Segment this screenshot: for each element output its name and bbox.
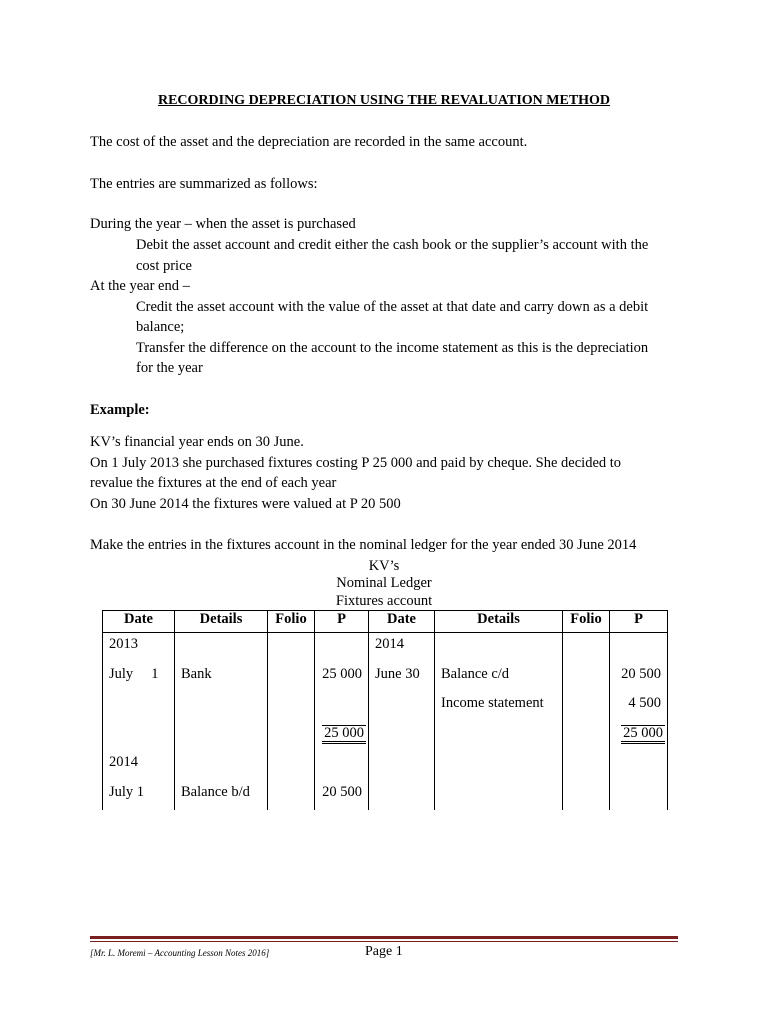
year-end-line: Credit the asset account with the value of the asset at that date and carry down as a debit [136, 299, 649, 315]
cell-date: July 1 [103, 663, 175, 693]
during-year-line: Debit the asset account and credit either the cash book or the supplier’s account with the [136, 237, 649, 253]
cell-folio [268, 751, 315, 781]
header-details-cr: Details [435, 611, 563, 633]
example-line: On 30 June 2014 the fixtures were valued at P 20 500 [90, 496, 401, 512]
table-row [103, 722, 668, 752]
fixtures-ledger-table [102, 610, 668, 810]
cell-details [435, 722, 563, 752]
year-end-line: balance; [136, 319, 185, 335]
cell-amount: 25 000 [315, 663, 369, 693]
table-row [103, 633, 668, 663]
header-date-dr: Date [103, 611, 175, 633]
example-heading: Example: [90, 402, 150, 418]
ledger-owner: KV’s [368, 558, 400, 574]
cell-date [103, 722, 175, 752]
footer-rule-thin [90, 941, 678, 942]
table-row [103, 692, 668, 722]
cell-details: Income statement [435, 692, 563, 722]
cell-amount [315, 751, 369, 781]
cell-amount [610, 751, 668, 781]
page-number: Page 1 [365, 944, 403, 959]
cell-details: Bank [175, 663, 268, 693]
cell-amount [610, 633, 668, 663]
cell-folio [268, 692, 315, 722]
header-amount-cr: P [610, 611, 668, 633]
cell-total-amount [315, 722, 369, 752]
header-folio-dr: Folio [268, 611, 315, 633]
cell-amount [315, 633, 369, 663]
cell-details [175, 633, 268, 663]
cell-folio [268, 781, 315, 811]
cell-date [103, 692, 175, 722]
cell-folio [563, 692, 610, 722]
cell-total-amount [610, 722, 668, 752]
cell-date: July 1 [103, 781, 175, 811]
cell-amount: 4 500 [610, 692, 668, 722]
year-end-heading: At the year end – [90, 278, 190, 294]
cell-folio [563, 633, 610, 663]
cell-details: Balance c/d [435, 663, 563, 693]
cell-folio [268, 663, 315, 693]
cell-amount [610, 781, 668, 811]
ledger-header-row [103, 611, 668, 633]
cell-date [369, 751, 435, 781]
cell-details [175, 722, 268, 752]
header-details-dr: Details [175, 611, 268, 633]
cell-date: 2013 [103, 633, 175, 663]
cell-details [435, 781, 563, 811]
year-end-line: for the year [136, 360, 203, 376]
cell-details [175, 751, 268, 781]
cell-folio [563, 663, 610, 693]
example-line: On 1 July 2013 she purchased fixtures costing P 25 000 and paid by cheque. She decided to [90, 455, 622, 471]
during-year-line: cost price [136, 258, 192, 274]
cell-folio [563, 751, 610, 781]
footer-rule-thick [90, 936, 678, 939]
cell-details [435, 751, 563, 781]
table-row [103, 663, 668, 693]
year-end-line: Transfer the difference on the account to the income statement as this is the depreciation [136, 340, 649, 356]
cell-date: 2014 [103, 751, 175, 781]
cell-date [369, 722, 435, 752]
total-dr: 25 000 [322, 725, 366, 744]
table-row [103, 751, 668, 781]
during-year-heading: During the year – when the asset is purchased [90, 216, 356, 232]
cell-folio [563, 722, 610, 752]
cell-date: 2014 [369, 633, 435, 663]
header-folio-cr: Folio [563, 611, 610, 633]
cell-folio [268, 633, 315, 663]
cell-folio [268, 722, 315, 752]
example-line: KV’s financial year ends on 30 June. [90, 434, 304, 450]
total-cr: 25 000 [621, 725, 665, 744]
account-name: Fixtures account [335, 593, 433, 609]
cell-date [369, 692, 435, 722]
cell-amount [315, 692, 369, 722]
cell-date: June 30 [369, 663, 435, 693]
cell-details [435, 633, 563, 663]
example-line: revalue the fixtures at the end of each year [90, 475, 337, 491]
page-title: RECORDING DEPRECIATION USING THE REVALUATION METHOD [157, 93, 611, 108]
summary-intro: The entries are summarized as follows: [90, 176, 318, 192]
ledger-name: Nominal Ledger [336, 575, 432, 591]
task-instruction: Make the entries in the fixtures account in the nominal ledger for the year ended 30 June 2014 [90, 537, 637, 553]
header-date-cr: Date [369, 611, 435, 633]
cell-date [369, 781, 435, 811]
cell-folio [563, 781, 610, 811]
cell-details: Balance b/d [175, 781, 268, 811]
table-row [103, 781, 668, 811]
cell-amount: 20 500 [315, 781, 369, 811]
intro-paragraph: The cost of the asset and the depreciation are recorded in the same account. [90, 134, 528, 150]
cell-amount: 20 500 [610, 663, 668, 693]
footer-attribution: [Mr. L. Moremi – Accounting Lesson Notes 2016] [90, 948, 270, 958]
header-amount-dr: P [315, 611, 369, 633]
cell-details [175, 692, 268, 722]
